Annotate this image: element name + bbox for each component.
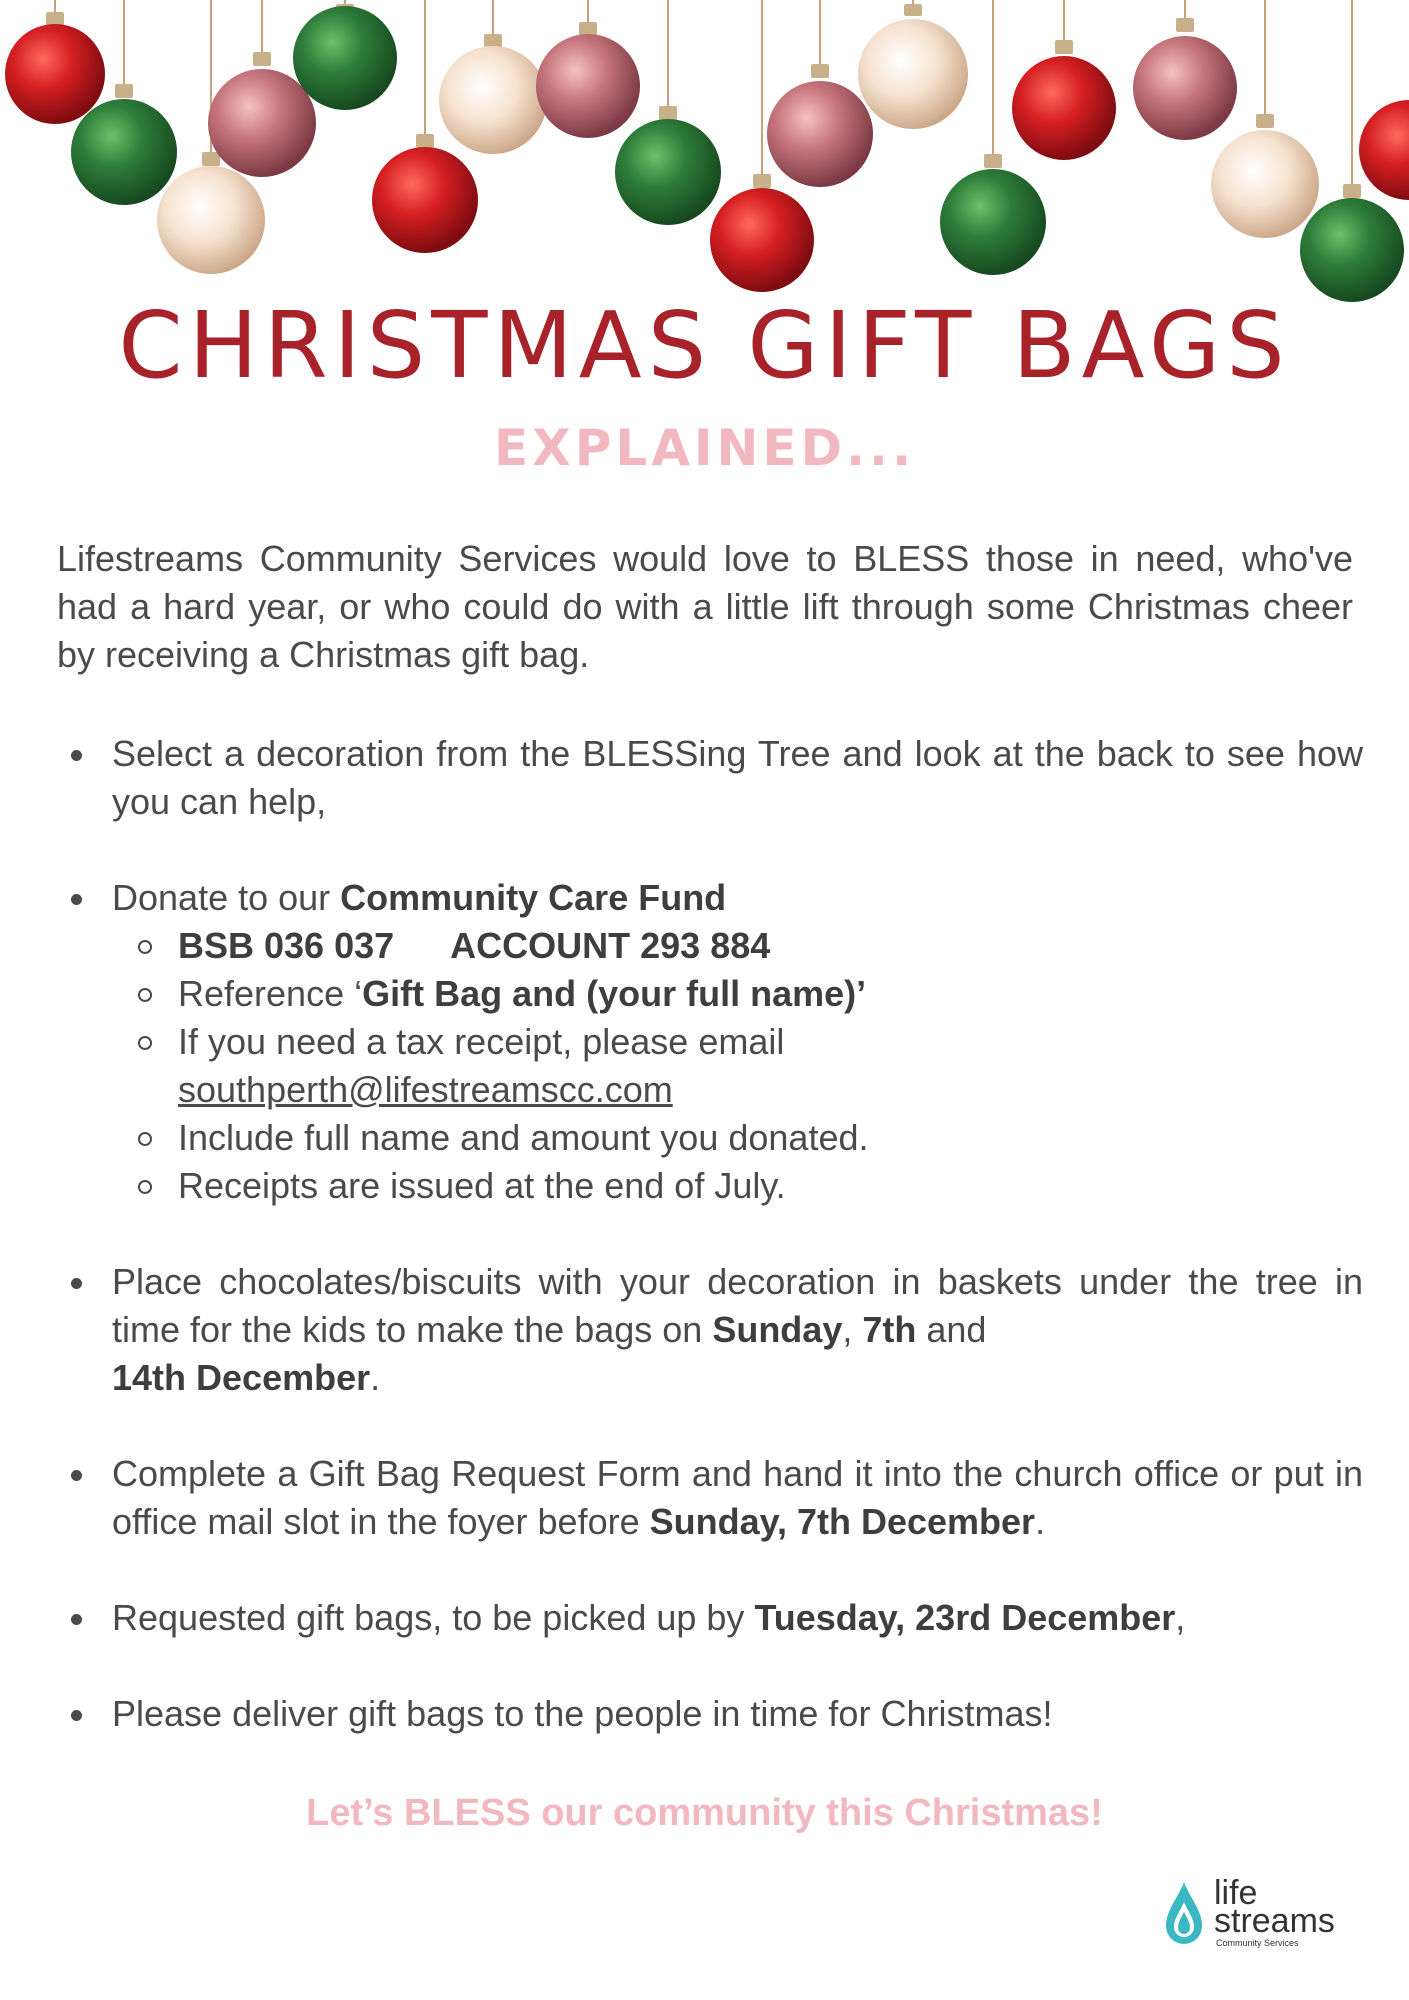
include-text: Include full name and amount you donated. — [178, 1117, 869, 1158]
joiner-text: and — [916, 1309, 987, 1350]
tax-receipt-item — [112, 1018, 1363, 1114]
list-item-chocolates — [57, 1258, 1363, 1402]
list-item-text: Requested gift bags, to be picked up by — [112, 1597, 755, 1638]
tagline: Let’s BLESS our community this Christmas! — [306, 1792, 1103, 1834]
list-item-decoration — [57, 730, 1363, 826]
christmas-baubles-banner — [0, 0, 1409, 320]
list-item-deliver — [57, 1690, 1363, 1738]
list-item-text: Select a decoration from the BLESSing Tree and look at the back to see how you can help, — [112, 733, 1363, 822]
logo-tagline: Community Services — [1216, 1938, 1299, 1948]
logo-word-life: life — [1214, 1874, 1258, 1912]
list-item-text: Complete a Gift Bag Request Form and hand it into the church office or put in office mail slot in the foyer before — [112, 1453, 1363, 1542]
end-text: . — [1035, 1501, 1046, 1542]
separator-text: , — [842, 1309, 863, 1350]
water-drop-icon — [1164, 1880, 1204, 1950]
account-number: ACCOUNT 293 884 — [450, 925, 771, 966]
end-text: , — [1175, 1597, 1186, 1638]
tax-receipt-text: If you need a tax receipt, please email — [178, 1021, 785, 1062]
list-item-text: Please deliver gift bags to the people in time for Christmas! — [112, 1693, 1053, 1734]
receipts-item — [112, 1162, 1363, 1210]
bsb-number: BSB 036 037 — [178, 925, 395, 966]
bank-details — [112, 922, 1363, 970]
logo-word-streams: streams — [1214, 1902, 1335, 1940]
intro-paragraph: Lifestreams Community Services would love to BLESS those in need, who've had a hard year, or who could do with a little lift through some Christmas cheer by receiving a Christmas gift bag. — [57, 538, 1353, 675]
include-item — [112, 1114, 1363, 1162]
instructions-list — [57, 730, 1363, 1738]
list-item-request-form — [57, 1450, 1363, 1546]
page-subtitle: EXPLAINED... — [494, 419, 915, 477]
receipts-text: Receipts are issued at the end of July. — [178, 1165, 786, 1206]
date-bold: Tuesday, 23rd December — [754, 1597, 1176, 1638]
list-item-donate — [57, 874, 1363, 1210]
email-link[interactable]: southperth@lifestreamscc.com — [178, 1069, 673, 1110]
date-bold: Sunday — [712, 1309, 843, 1350]
reference-item — [112, 970, 1363, 1018]
list-item-text: Donate to our — [112, 877, 341, 918]
reference-value: Gift Bag and (your full name)’ — [362, 973, 867, 1014]
donation-details-list — [112, 922, 1363, 1210]
date-bold: 7th — [862, 1309, 917, 1350]
lifestreams-logo — [1164, 1876, 1344, 1956]
end-text: . — [370, 1357, 381, 1398]
fund-name: Community Care Fund — [340, 877, 727, 918]
page-title: CHRISTMAS GIFT BAGS — [118, 292, 1291, 399]
list-item-pickup — [57, 1594, 1363, 1642]
date-bold: Sunday, 7th December — [649, 1501, 1036, 1542]
reference-label: Reference ‘ — [178, 973, 363, 1014]
date-bold: 14th December — [112, 1357, 371, 1398]
list-item-text: Place chocolates/biscuits with your decoration in baskets under the tree in time for the kids to make the bags on — [112, 1261, 1363, 1350]
